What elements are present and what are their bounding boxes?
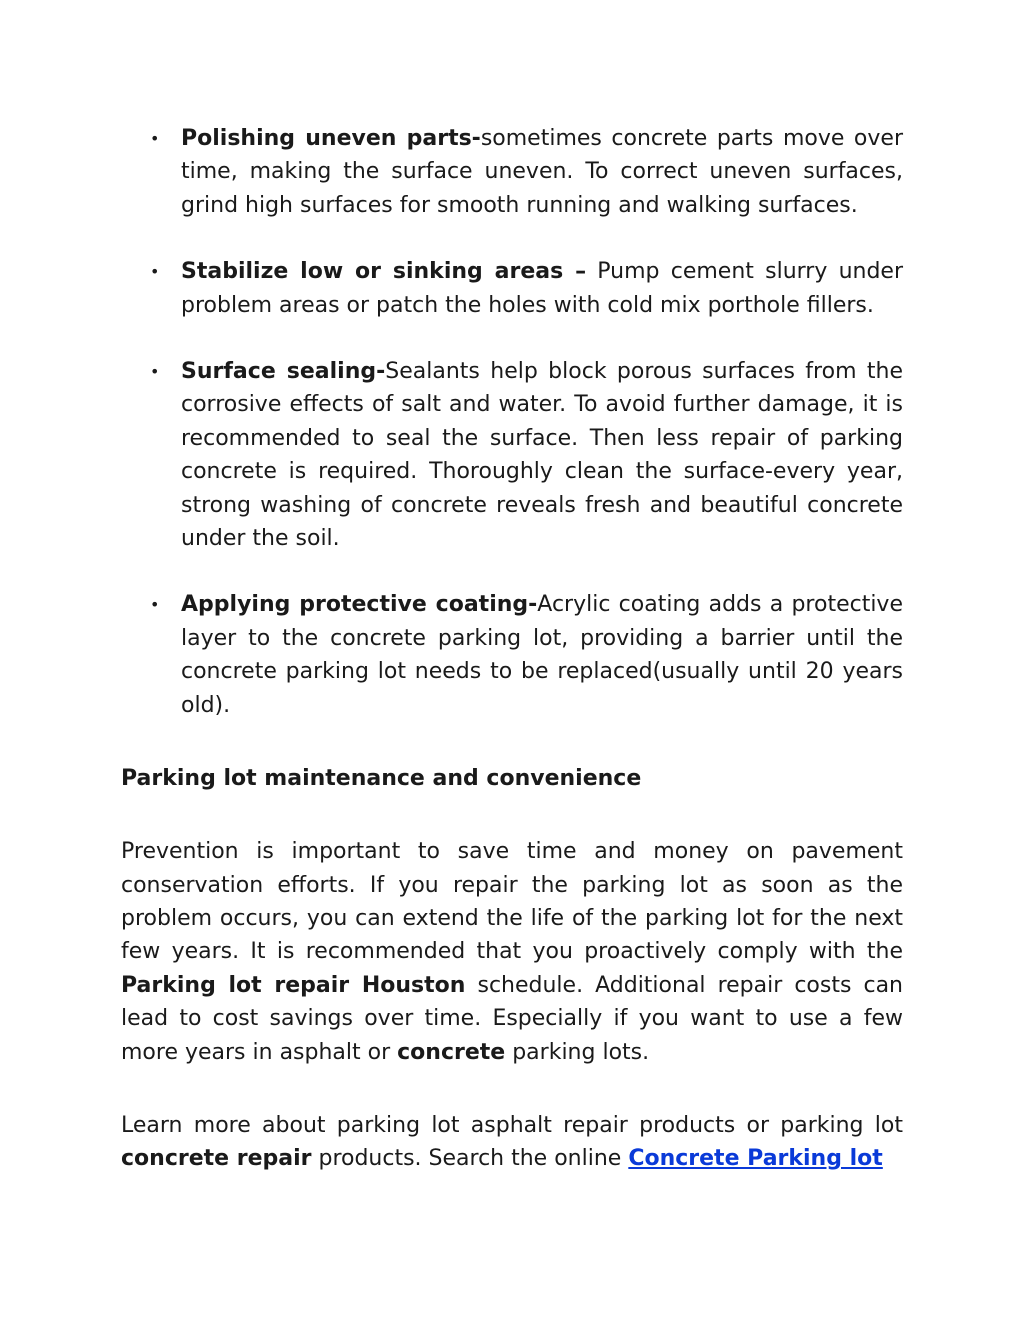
bullet-item-polishing [181, 122, 903, 222]
bullet-title: Surface sealing- [181, 359, 386, 385]
bullet-text: sometimes concrete parts move over time, making the surface uneven. To correct uneven surfaces, grind high surfaces for smooth running and walking surfaces. [181, 126, 903, 218]
paragraph-text: parking lots. [505, 1039, 650, 1065]
bullet-text: Acrylic coating adds a protective layer to the concrete parking lot, providing a barrier until the concrete parking lot needs to be replaced(usually until 20 years old). [181, 592, 903, 718]
bold-phrase: concrete repair [121, 1146, 312, 1172]
concrete-parking-lot-link[interactable]: Concrete Parking lot [628, 1146, 883, 1172]
bullet-text: Pump cement slurry under problem areas or patch the holes with cold mix porthole fillers. [181, 259, 904, 318]
bold-phrase: concrete [397, 1039, 506, 1065]
paragraph-text: Prevention is important to save time and money on pavement conservation efforts. If you repair the parking lot as soon as the problem occurs, you can extend the life of the parking lot for the next few years. It is recommended that you proactively comply with the [121, 839, 903, 965]
document-content [121, 122, 903, 1176]
paragraph-learn-more [121, 1109, 903, 1176]
paragraph-prevention [121, 835, 903, 1069]
bullet-text: Sealants help block porous surfaces from the corrosive effects of salt and water. To avoid further damage, it is recommended to seal the surface. Then less repair of parking concrete is required. Thoroughly clean the surface-every year, strong washing of concrete reveals fresh and beautiful concrete under the soil. [181, 359, 903, 552]
paragraph-text: schedule. Additional repair costs can lead to cost savings over time. Especially if you want to use a few more years in asphalt or [121, 972, 903, 1065]
bullet-title: Applying protective coating- [181, 592, 538, 618]
bullet-item-protective-coating [181, 588, 903, 722]
bold-phrase: Parking lot repair Houston [121, 972, 466, 998]
bullet-item-surface-sealing [181, 355, 903, 555]
bullet-title: Polishing uneven parts- [181, 126, 481, 151]
paragraph-text: Learn more about parking lot asphalt repair products or parking lot [121, 1112, 903, 1138]
section-heading: Parking lot maintenance and convenience [121, 766, 642, 792]
bullet-list [121, 122, 903, 722]
paragraph-text: products. Search the online [311, 1146, 629, 1172]
bullet-title: Stabilize low or sinking areas – [181, 259, 587, 285]
bullet-item-stabilize [181, 255, 903, 322]
